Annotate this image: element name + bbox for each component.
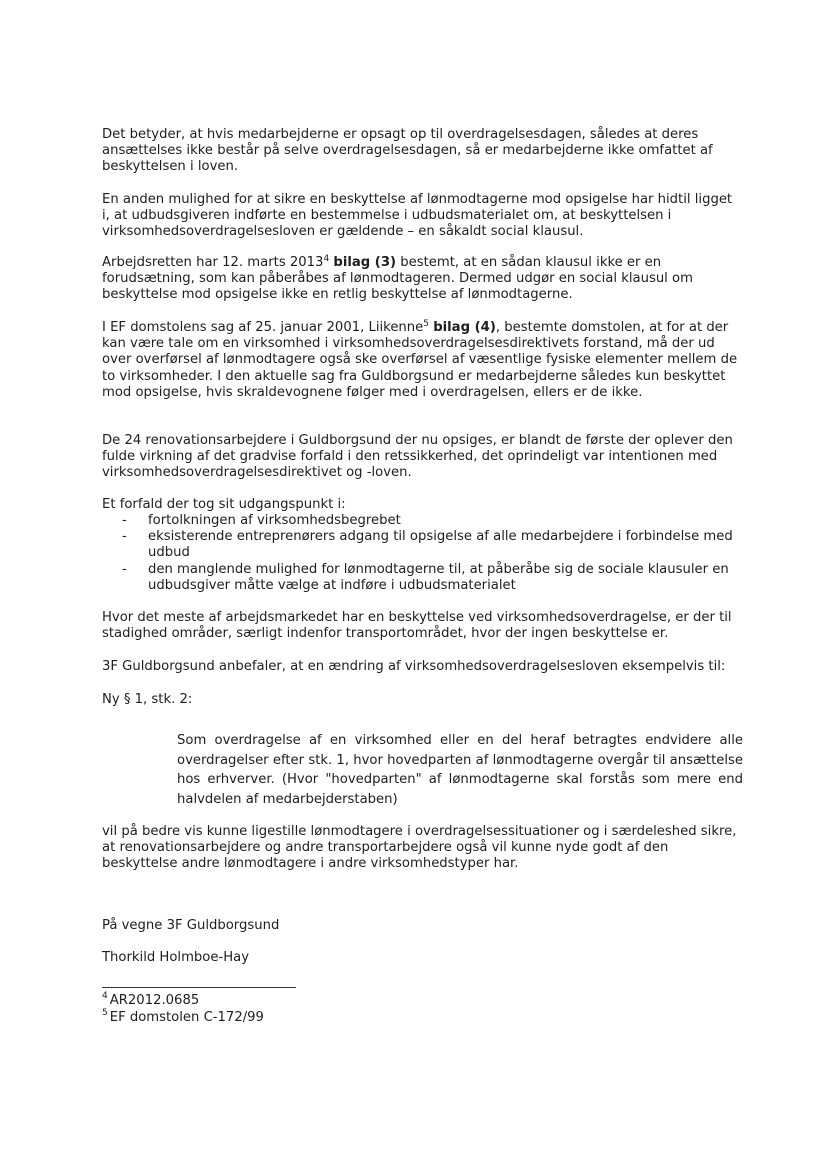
signature-name: Thorkild Holmboe-Hay [102,950,250,965]
ef-text-b: , bestemte domstolen, at for at der kan være tale om en virksomhed i virksomhedsoverdragelsesdirektivets forstand, må der ud over overførsel af lønmodtagere også ske overførsel af væsentlige fysiske elementer mellem de to virksomheder. I den aktuelle sag fra Guldborgsund er medarbejderne således kun beskyttet mod opsigelse, hvis skraldevognene følger med i overdragelsen, ellers er de ikke. [102,320,738,400]
arbejdsretten-text-a: Arbejdsretten har 12. marts 2013 [102,255,324,270]
footnote-ref-4: 4 [323,254,330,264]
paragraph-ef-domstolen [102,320,742,401]
paragraph-social-klausul: En anden mulighed for at sikre en beskyttelse af lønmodtagerne mod opsigelse har hidtil ligget i, at udbudsgiveren indførte en bestemmelse i udbudsmaterialet om, at beskyttelsen i virksomhedsoverdragelsesloven er gældende – en såkaldt social klausul. [102,192,733,240]
paragraph-ny-paragraf: Ny § 1, stk. 2: [102,692,193,707]
bilag-3-ref: bilag (3) [333,255,397,270]
paragraph-forfald-intro: Et forfald der tog sit udgangspunkt i: [102,497,346,512]
paragraph-renovationsarbejdere: De 24 renovationsarbejdere i Guldborgsund der nu opsiges, er blandt de første der oplever den fulde virkning af det gradvise forfald i den retssikkerhed, det oprindeligt var intentionen med virksomhedsoverdragelsesdirektivet og -loven. [102,433,733,481]
paragraph-arbejdsmarkedet: Hvor det meste af arbejdsmarkedet har en beskyttelse ved virksomhedsoverdragelse, er der til stadighed områder, særligt indenfor transportområdet, hvor der ingen beskyttelse er. [102,610,732,642]
footnote-5: $^5$ EF domstolen C-172/99 [102,1008,264,1025]
closing-line: På vegne 3F Guldborgsund [102,918,280,933]
paragraph-konklusion: vil på bedre vis kunne ligestille lønmodtagere i overdragelsessituationer og i særdeleshed sikre, at renovationsarbejdere og andre transportarbejdere også vil kunne nyde godt af den beskyttelse andre lønmodtagere i andre virksomhedstyper har. [102,824,737,872]
ef-text-a: I EF domstolens sag af 25. januar 2001, Liikenne [102,320,424,335]
list-item: - eksisterende entreprenørers adgang til opsigelse af alle medarbejdere i forbindelse med udbud [122,529,733,561]
list-item: - den manglende mulighed for lønmodtagerne til, at påberåbe sig de sociale klausuler en udbudsgiver måtte vælge at indføre i udbudsmaterialet [122,561,729,593]
paragraph-opsagt: Det betyder, at hvis medarbejderne er opsagt op til overdragelsesdagen, således at deres ansættelses ikke består på selve overdragelsesdagen, så er medarbejderne ikke omfattet af beskyttelsen i loven. [102,127,713,175]
bilag-4-ref: bilag (4) [433,320,496,335]
footnote-4: $^4$ AR2012.0685 [102,991,200,1008]
list-item: - fortolkningen af virksomhedsbegrebet [122,513,401,528]
forfald-list [102,513,752,594]
paragraph-arbejdsretten [102,255,742,304]
paragraph-anbefaling: 3F Guldborgsund anbefaler, at en ændring af virksomhedsoverdragelsesloven eksempelvis til: [102,659,726,674]
proposed-law-text: Som overdragelse af en virksomhed eller en del heraf betragtes endvidere alle overdragelser efter stk. 1, hvor hovedparten af lønmodtagerne overgår til ansættelse hos erhverver. (Hvor "hovedparten" af lønmodtagerne skal forstås som mere end halvdelen af medarbejderstaben) [177,733,743,807]
footnote-ref-5: 5 [423,319,429,329]
footnote-divider [102,987,296,988]
arbejdsretten-text-b: bestemt, at en sådan klausul ikke er en forudsætning, som kan påberåbes af lønmodtageren. Dermed udgør en social klausul om beskyttelse mod opsigelse ikke en retlig beskyttelse af lønmodtagerne. [102,255,693,303]
